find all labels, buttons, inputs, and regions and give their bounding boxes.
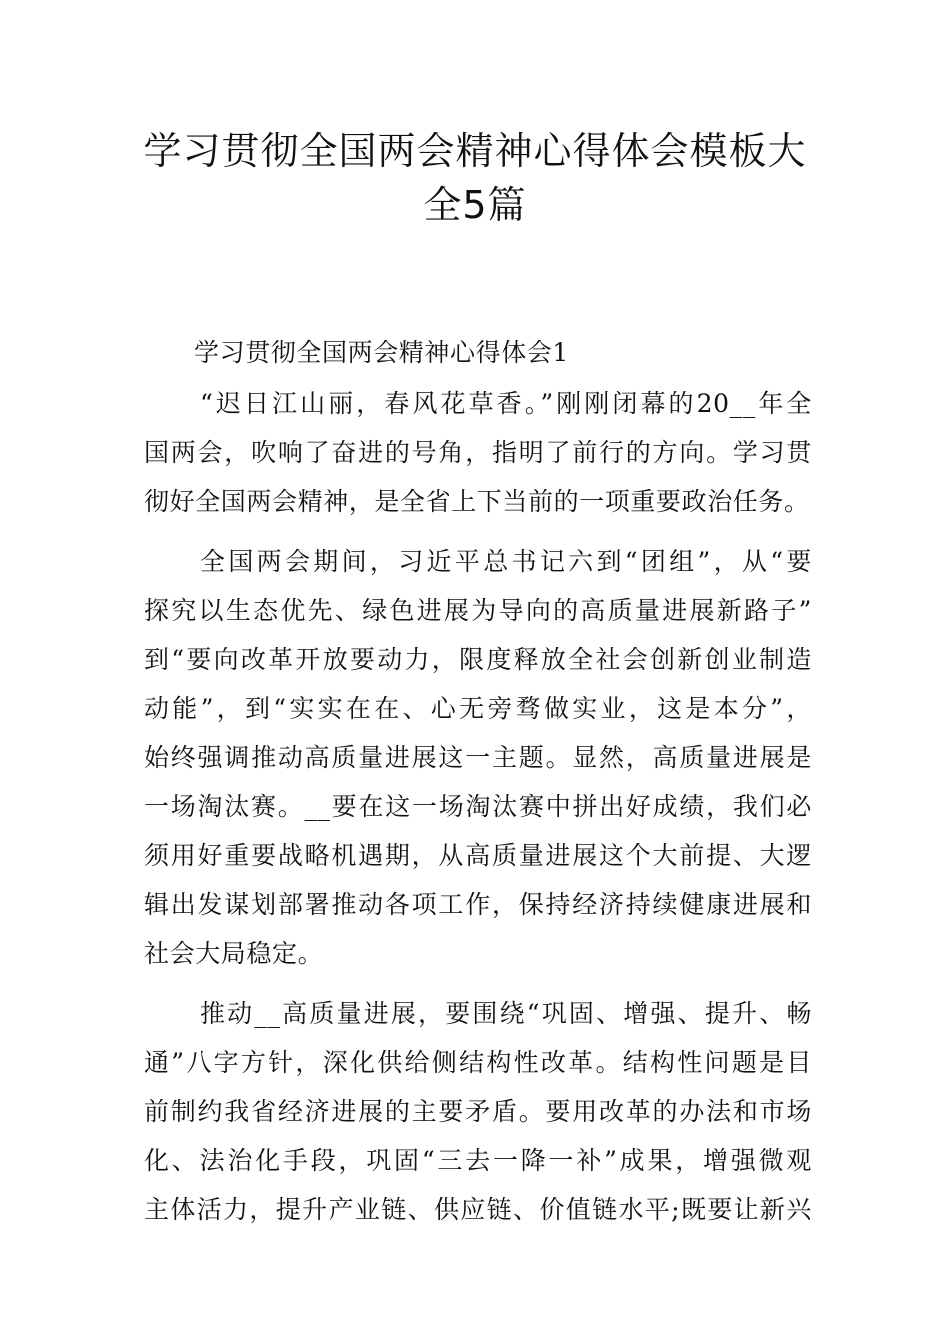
paragraph-line: “迟日江山丽，春风花草香。”刚刚闭幕的20__年全 (200, 389, 812, 418)
paragraph-line: 化、法治化手段，巩固“三去一降一补”成果，增强微观 (144, 1146, 812, 1175)
paragraph-line: 前制约我省经济进展的主要矛盾。要用改革的办法和市场 (144, 1097, 812, 1126)
document-body (144, 328, 812, 1245)
paragraph-line: 全国两会期间，习近平总书记六到“团组”，从“要 (200, 547, 812, 576)
title-line-2: 全5篇 (423, 183, 527, 227)
paragraph-line: 辑出发谋划部署推动各项工作，保持经济持续健康进展和 (144, 890, 812, 919)
paragraph-line: 推动__高质量进展，要围绕“巩固、增强、提升、畅 (200, 999, 812, 1028)
paragraph-line: 始终强调推动高质量进展这一主题。显然，高质量进展是 (144, 743, 812, 772)
section-heading: 学习贯彻全国两会精神心得体会1 (194, 338, 569, 367)
paragraph-line: 社会大局稳定。 (144, 939, 324, 968)
document-title (100, 124, 850, 232)
paragraph-line: 国两会，吹响了奋进的号角，指明了前行的方向。学习贯 (144, 438, 812, 467)
paragraph-line: 主体活力，提升产业链、供应链、价值链水平;既要让新兴 (144, 1195, 812, 1224)
paragraph-3 (144, 989, 812, 1234)
paragraph-2 (144, 537, 812, 978)
paragraph-line: 一场淘汰赛。__要在这一场淘汰赛中拼出好成绩，我们必 (144, 792, 812, 821)
paragraph-1 (144, 379, 812, 526)
paragraph-line: 彻好全国两会精神，是全省上下当前的一项重要政治任务。 (144, 487, 810, 516)
paragraph-line: 探究以生态优先、绿色进展为导向的高质量进展新路子” (144, 596, 812, 625)
paragraph-line: 通”八字方针，深化供给侧结构性改革。结构性问题是目 (144, 1048, 812, 1077)
paragraph-line: 动能”，到“实实在在、心无旁骛做实业，这是本分”， (144, 694, 812, 723)
paragraph-line: 须用好重要战略机遇期，从高质量进展这个大前提、大逻 (144, 841, 812, 870)
title-line-1: 学习贯彻全国两会精神心得体会模板大 (143, 129, 807, 173)
paragraph-line: 到“要向改革开放要动力，限度释放全社会创新创业制造 (144, 645, 812, 674)
